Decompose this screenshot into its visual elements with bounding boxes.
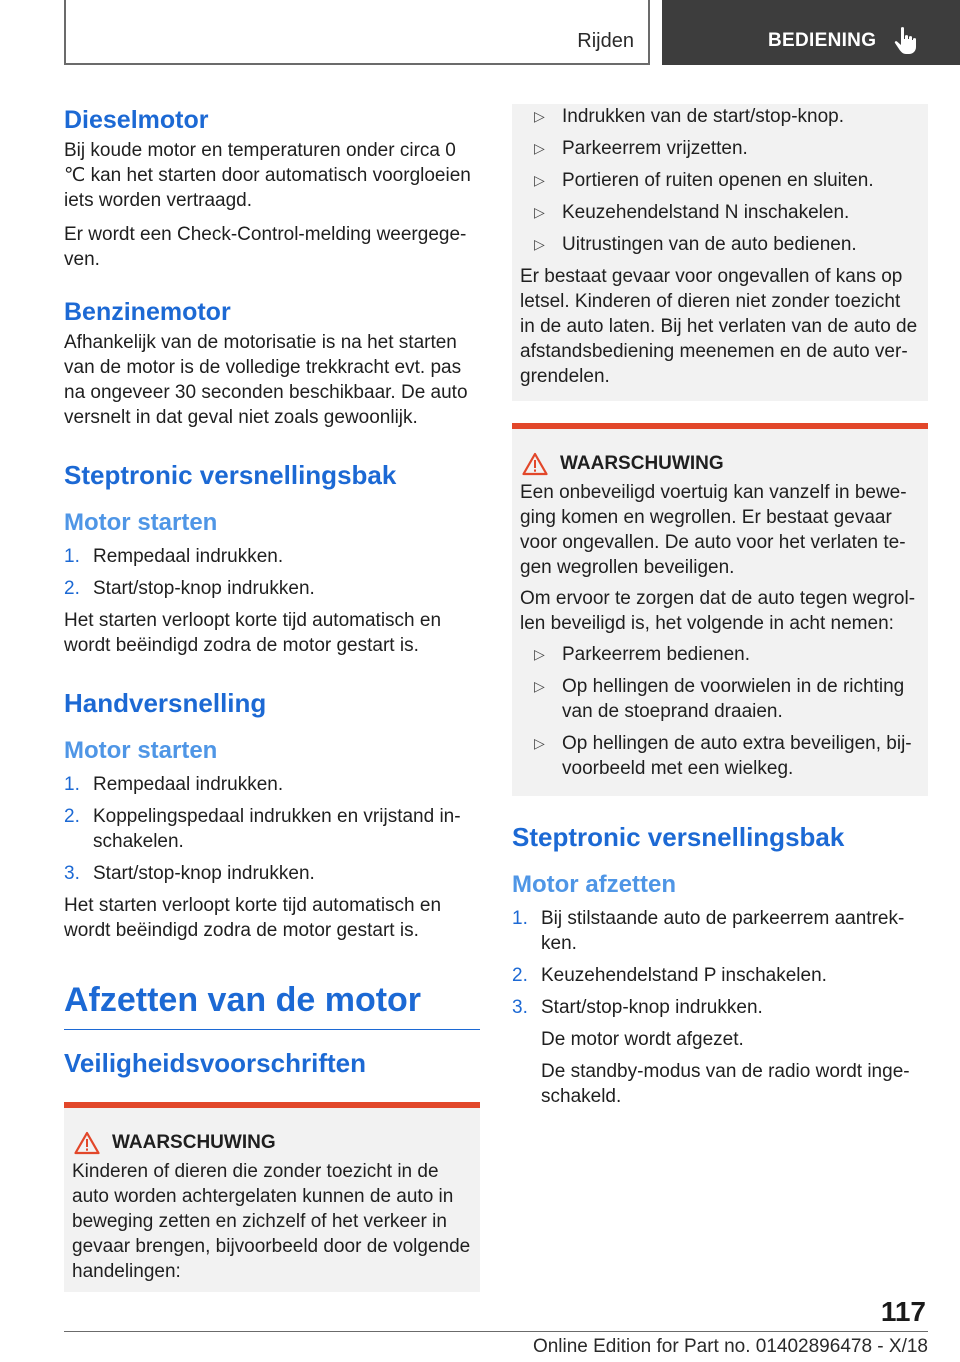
bullet-list bbox=[520, 104, 920, 257]
item-text: Op hellingen de auto extra beveiligen, bijvoorbeeld met een wielkeg. bbox=[562, 733, 912, 779]
chapter-label: BEDIENING bbox=[768, 30, 877, 51]
step-number: 2. bbox=[64, 578, 80, 599]
steps-list bbox=[512, 906, 928, 1020]
edition-text: Online Edition for Part no. 01402896478 - X/18 bbox=[532, 1336, 928, 1357]
list-item bbox=[512, 963, 928, 988]
list-item bbox=[520, 731, 920, 781]
list-item bbox=[520, 136, 920, 161]
section-label: Rijden bbox=[577, 30, 634, 52]
list-item bbox=[64, 544, 480, 569]
triangle-bullet-icon: ▷ bbox=[534, 646, 545, 662]
step-number: 2. bbox=[512, 965, 528, 986]
step-number: 3. bbox=[512, 997, 528, 1018]
step-number: 1. bbox=[64, 774, 80, 795]
paragraph: Het starten verloopt korte tijd automatisch en wordt beëindigd zodra de motor gestart is. bbox=[64, 895, 442, 941]
step-number: 3. bbox=[64, 863, 80, 884]
step-text: Start/stop-knop indrukken. bbox=[93, 578, 315, 599]
warning-text: Kinderen of dieren die zonder toezicht in de auto worden achtergelaten kunnen de auto in beweging zetten en zichzelf of het verkeer in gevaar brengen, bijvoorbeeld door de volgende handelingen: bbox=[72, 1161, 471, 1282]
step-number: 1. bbox=[64, 546, 80, 567]
item-text: Op hellingen de voorwielen in de richting van de stoeprand draaien. bbox=[562, 676, 905, 722]
step-text: Rempedaal indrukken. bbox=[93, 774, 284, 795]
bullet-list bbox=[520, 642, 920, 781]
step-number: 2. bbox=[64, 806, 80, 827]
step-text: Start/stop-knop indrukken. bbox=[541, 997, 763, 1018]
step-text: Koppelingspedaal indrukken en vrijstand inschakelen. bbox=[93, 806, 461, 852]
warning-label: WAARSCHUWING bbox=[112, 1132, 276, 1153]
list-item bbox=[520, 104, 920, 129]
heading-steptronic: Steptronic versnellingsbak bbox=[512, 822, 845, 852]
list-item bbox=[64, 576, 480, 601]
pointing-hand-icon bbox=[894, 26, 920, 56]
item-text: Keuzehendelstand N inschakelen. bbox=[562, 202, 850, 223]
heading-benzinemotor: Benzinemotor bbox=[64, 298, 231, 326]
list-item bbox=[520, 168, 920, 193]
item-text: Parkeerrem vrijzetten. bbox=[562, 138, 748, 159]
warning-box bbox=[64, 1102, 480, 1292]
triangle-bullet-icon: ▷ bbox=[534, 735, 545, 751]
result-text: De standby-modus van de radio wordt ingeschakeld. bbox=[541, 1061, 910, 1107]
step-number: 1. bbox=[512, 908, 528, 929]
paragraph: Het starten verloopt korte tijd automatisch en wordt beëindigd zodra de motor gestart is. bbox=[64, 610, 442, 656]
list-item bbox=[520, 642, 920, 667]
list-item bbox=[512, 995, 928, 1020]
list-item bbox=[512, 906, 928, 956]
warning-text: Er bestaat gevaar voor ongevallen of kans op letsel. Kinderen of dieren niet zonder toezicht in de auto laten. Bij het verlaten van de auto de afstandsbediening meenemen en de auto vergrendelen. bbox=[520, 266, 918, 387]
page-number: 117 bbox=[880, 1296, 926, 1327]
triangle-bullet-icon: ▷ bbox=[534, 236, 545, 252]
triangle-bullet-icon: ▷ bbox=[534, 204, 545, 220]
warning-text: Om ervoor te zorgen dat de auto tegen wegrollen beveiligd is, het volgende in acht nemen: bbox=[520, 588, 916, 634]
list-item bbox=[520, 674, 920, 724]
warning-text: Een onbeveiligd voertuig kan vanzelf in beweging komen en wegrollen. Er bestaat gevaar voor ongevallen. De auto voor het verlaten tegen wegrollen beveiligen. bbox=[520, 482, 907, 578]
heading-handversnelling: Handversnelling bbox=[64, 688, 267, 718]
warning-triangle-icon bbox=[522, 452, 548, 476]
subheading-motor-afzetten: Motor afzetten bbox=[512, 871, 676, 898]
list-item bbox=[64, 861, 480, 886]
triangle-bullet-icon: ▷ bbox=[534, 140, 545, 156]
chapter-tab bbox=[662, 0, 960, 65]
result-text: De motor wordt afgezet. bbox=[541, 1029, 744, 1050]
list-item bbox=[520, 200, 920, 225]
step-text: Rempedaal indrukken. bbox=[93, 546, 284, 567]
step-text: Start/stop-knop indrukken. bbox=[93, 863, 315, 884]
heading-veiligheidsvoorschriften: Veiligheidsvoorschriften bbox=[64, 1048, 366, 1078]
warning-title bbox=[72, 1130, 472, 1155]
right-column bbox=[512, 104, 928, 1109]
triangle-bullet-icon: ▷ bbox=[534, 678, 545, 694]
header-frame bbox=[64, 0, 650, 65]
warning-title bbox=[520, 451, 920, 476]
item-text: Portieren of ruiten openen en sluiten. bbox=[562, 170, 874, 191]
step-text: Keuzehendelstand P inschakelen. bbox=[541, 965, 827, 986]
item-text: Indrukken van de start/stop-knop. bbox=[562, 106, 844, 127]
item-text: Parkeerrem bedienen. bbox=[562, 644, 750, 665]
paragraph: Er wordt een Check-Control-melding weergegeven. bbox=[64, 224, 467, 270]
heading-steptronic: Steptronic versnellingsbak bbox=[64, 460, 397, 490]
list-item bbox=[520, 232, 920, 257]
subheading-motor-starten: Motor starten bbox=[64, 737, 218, 764]
warning-label: WAARSCHUWING bbox=[560, 453, 724, 474]
step-text: Bij stilstaande auto de parkeerrem aantrekken. bbox=[541, 908, 905, 954]
list-item bbox=[64, 804, 480, 854]
left-column bbox=[64, 104, 480, 1292]
subheading-motor-starten: Motor starten bbox=[64, 509, 218, 536]
warning-box bbox=[512, 423, 928, 796]
chapter-heading: Afzetten van de motor bbox=[64, 979, 480, 1030]
steps-list bbox=[64, 544, 480, 601]
list-item bbox=[64, 772, 480, 797]
steps-list bbox=[64, 772, 480, 886]
paragraph: Afhankelijk van de motorisatie is na het starten van de motor is de volledige trekkracht evt. pas na ongeveer 30 seconden beschikbaar. De auto versnelt in dat geval niet zoals gewoonlijk. bbox=[64, 332, 468, 428]
heading-dieselmotor: Dieselmotor bbox=[64, 106, 209, 134]
warning-triangle-icon bbox=[74, 1131, 100, 1155]
triangle-bullet-icon: ▷ bbox=[534, 172, 545, 188]
triangle-bullet-icon: ▷ bbox=[534, 108, 545, 124]
paragraph: Bij koude motor en temperaturen onder circa 0 ℃ kan het starten door automatisch voorgloeien iets worden vertraagd. bbox=[64, 140, 471, 211]
footer-divider bbox=[64, 1331, 928, 1332]
warning-box-continued bbox=[512, 104, 928, 401]
item-text: Uitrustingen van de auto bedienen. bbox=[562, 234, 857, 255]
